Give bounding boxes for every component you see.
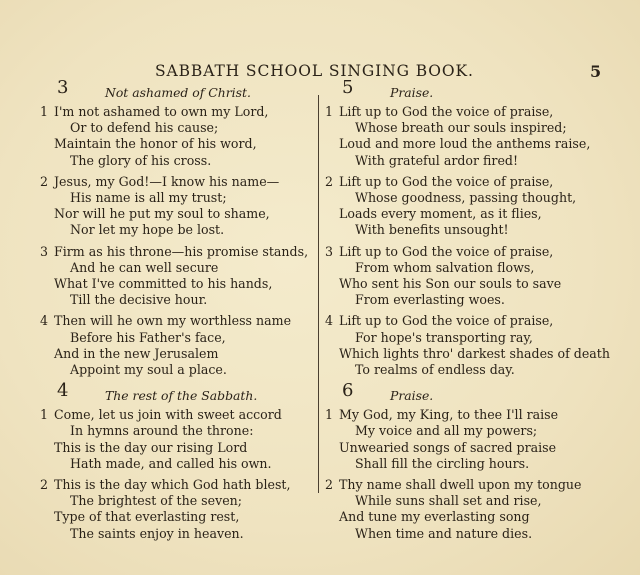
hymn-title: Praise. xyxy=(390,388,434,404)
verse-line xyxy=(325,313,615,329)
stanza xyxy=(40,477,312,542)
verse-text: Lift up to God the voice of praise, xyxy=(339,313,554,329)
hymn-title: Praise. xyxy=(390,85,434,100)
verse-line xyxy=(40,423,312,439)
verse-line xyxy=(325,509,615,525)
verse-text: His name is all my trust; xyxy=(70,190,227,206)
hymn-number: 5 xyxy=(342,77,354,98)
verse-text: I'm not ashamed to own my Lord, xyxy=(54,104,269,119)
stanza-number: 4 xyxy=(40,313,49,329)
verse-text: Appoint my soul a place. xyxy=(70,362,227,378)
verse-text: The glory of his cross. xyxy=(70,152,212,168)
verse-text: With grateful ardor fired! xyxy=(355,152,519,168)
stanza-number: 3 xyxy=(325,243,334,259)
verse-line xyxy=(40,330,312,346)
verse-text: Who sent his Son our souls to save xyxy=(339,276,562,292)
verse-line xyxy=(325,330,615,346)
verse-line xyxy=(325,174,615,190)
verse-line xyxy=(40,440,312,456)
page-number: 5 xyxy=(590,62,602,81)
verse-line xyxy=(40,477,312,493)
verse-line xyxy=(325,120,615,136)
verse-line xyxy=(325,104,615,120)
verse-line xyxy=(325,136,615,152)
verse-text: Loud and more loud the anthems raise, xyxy=(339,136,591,152)
verse-line xyxy=(40,120,312,136)
verse-text: Lift up to God the voice of praise, xyxy=(339,243,554,259)
verse-line xyxy=(40,346,312,362)
hymn-number: 4 xyxy=(57,380,69,402)
verse-text: Hath made, and called his own. xyxy=(70,455,272,471)
verse-line xyxy=(325,456,615,472)
stanza xyxy=(325,174,615,239)
verse-line xyxy=(40,313,312,329)
verse-text: And tune my everlasting song xyxy=(339,509,530,525)
stanza-number: 2 xyxy=(325,173,334,189)
verse-text: Unwearied songs of sacred praise xyxy=(339,439,557,455)
hymn-number: 3 xyxy=(57,77,69,98)
stanza xyxy=(325,407,615,472)
stanza xyxy=(40,104,312,169)
verse-line xyxy=(325,190,615,206)
stanza xyxy=(40,174,312,239)
verse-line xyxy=(40,260,312,276)
verse-text: My voice and all my powers; xyxy=(355,423,538,439)
verse-text: For hope's transporting ray, xyxy=(355,329,533,345)
verse-line xyxy=(325,260,615,276)
verse-line xyxy=(40,456,312,472)
verse-line xyxy=(325,153,615,169)
stanza xyxy=(40,244,312,309)
stanza xyxy=(325,104,615,169)
right-column xyxy=(325,77,615,547)
stanza xyxy=(325,244,615,309)
running-header: SABBATH SCHOOL SINGING BOOK. xyxy=(155,62,474,80)
verse-line xyxy=(325,407,615,423)
hymn-heading xyxy=(40,77,312,104)
stanza xyxy=(325,313,615,378)
stanza-number: 1 xyxy=(40,104,49,119)
verse-text: With benefits unsought! xyxy=(355,222,509,238)
column-divider xyxy=(318,95,319,493)
verse-line xyxy=(325,244,615,260)
verse-text: Lift up to God the voice of praise, xyxy=(339,104,554,119)
verse-text: Whose goodness, passing thought, xyxy=(355,190,577,206)
verse-text: Then will he own my worthless name xyxy=(54,313,292,329)
verse-text: While suns shall set and rise, xyxy=(355,493,542,509)
verse-line xyxy=(325,206,615,222)
verse-line xyxy=(40,206,312,222)
verse-line xyxy=(40,153,312,169)
verse-text: From everlasting woes. xyxy=(355,292,505,308)
verse-text: When time and nature dies. xyxy=(355,525,533,541)
verse-line xyxy=(40,362,312,378)
verse-text: Nor let my hope be lost. xyxy=(70,222,225,238)
hymn-heading xyxy=(325,77,615,104)
verse-line xyxy=(325,423,615,439)
verse-line xyxy=(40,222,312,238)
verse-text: This is the day which God hath blest, xyxy=(54,477,291,493)
verse-text: Till the decisive hour. xyxy=(70,292,208,308)
stanza-number: 4 xyxy=(325,313,334,329)
verse-line xyxy=(325,477,615,493)
stanza-number: 2 xyxy=(325,477,334,493)
verse-line xyxy=(40,244,312,260)
verse-text: Maintain the honor of his word, xyxy=(54,136,257,152)
stanza-number: 1 xyxy=(40,407,49,423)
verse-text: Which lights thro' darkest shades of death xyxy=(339,345,610,361)
verse-text: Type of that everlasting rest, xyxy=(54,509,240,525)
verse-text: Thy name shall dwell upon my tongue xyxy=(339,477,582,493)
verse-line xyxy=(325,346,615,362)
verse-line xyxy=(40,292,312,308)
verse-line xyxy=(40,174,312,190)
verse-text: Jesus, my God!—I know his name— xyxy=(54,173,280,189)
left-column xyxy=(40,77,312,547)
verse-line xyxy=(40,136,312,152)
verse-line xyxy=(325,526,615,542)
verse-text: Whose breath our souls inspired; xyxy=(355,120,567,136)
stanza-number: 2 xyxy=(40,477,49,493)
hymn-title: Not ashamed of Christ. xyxy=(105,85,251,100)
verse-text: Nor will he put my soul to shame, xyxy=(54,206,270,222)
verse-text: Or to defend his cause; xyxy=(70,120,219,136)
stanza xyxy=(325,477,615,542)
verse-line xyxy=(40,509,312,525)
verse-text: What I've committed to his hands, xyxy=(54,276,273,292)
verse-line xyxy=(325,493,615,509)
verse-text: Lift up to God the voice of praise, xyxy=(339,173,554,189)
hymn-title: The rest of the Sabbath. xyxy=(105,388,258,404)
hymn-heading xyxy=(40,380,312,407)
verse-line xyxy=(40,190,312,206)
verse-text: To realms of endless day. xyxy=(355,362,515,378)
verse-line xyxy=(40,493,312,509)
verse-text: Come, let us join with sweet accord xyxy=(54,407,282,423)
verse-text: Before his Father's face, xyxy=(70,329,226,345)
stanza xyxy=(40,313,312,378)
verse-line xyxy=(325,292,615,308)
verse-text: Loads every moment, as it flies, xyxy=(339,206,542,222)
verse-text: My God, my King, to thee I'll raise xyxy=(339,407,559,423)
verse-line xyxy=(40,276,312,292)
verse-line xyxy=(40,407,312,423)
verse-text: Firm as his throne—his promise stands, xyxy=(54,243,309,259)
stanza-number: 3 xyxy=(40,243,49,259)
verse-line xyxy=(325,440,615,456)
verse-text: The brightest of the seven; xyxy=(70,493,243,509)
verse-text: In hymns around the throne: xyxy=(70,423,254,439)
hymn-number: 6 xyxy=(342,380,354,402)
hymn-heading xyxy=(325,380,615,407)
verse-line xyxy=(325,222,615,238)
verse-text: The saints enjoy in heaven. xyxy=(70,525,244,541)
stanza-number: 1 xyxy=(325,104,334,119)
stanza-number: 1 xyxy=(325,407,334,423)
verse-line xyxy=(325,276,615,292)
verse-text: From whom salvation flows, xyxy=(355,259,535,275)
verse-text: Shall fill the circling hours. xyxy=(355,455,530,471)
stanza xyxy=(40,407,312,472)
verse-line xyxy=(325,362,615,378)
verse-line xyxy=(40,526,312,542)
verse-text: And he can well secure xyxy=(70,259,219,275)
stanza-number: 2 xyxy=(40,173,49,189)
verse-text: This is the day our rising Lord xyxy=(54,439,248,455)
verse-line xyxy=(40,104,312,120)
verse-text: And in the new Jerusalem xyxy=(54,345,219,361)
